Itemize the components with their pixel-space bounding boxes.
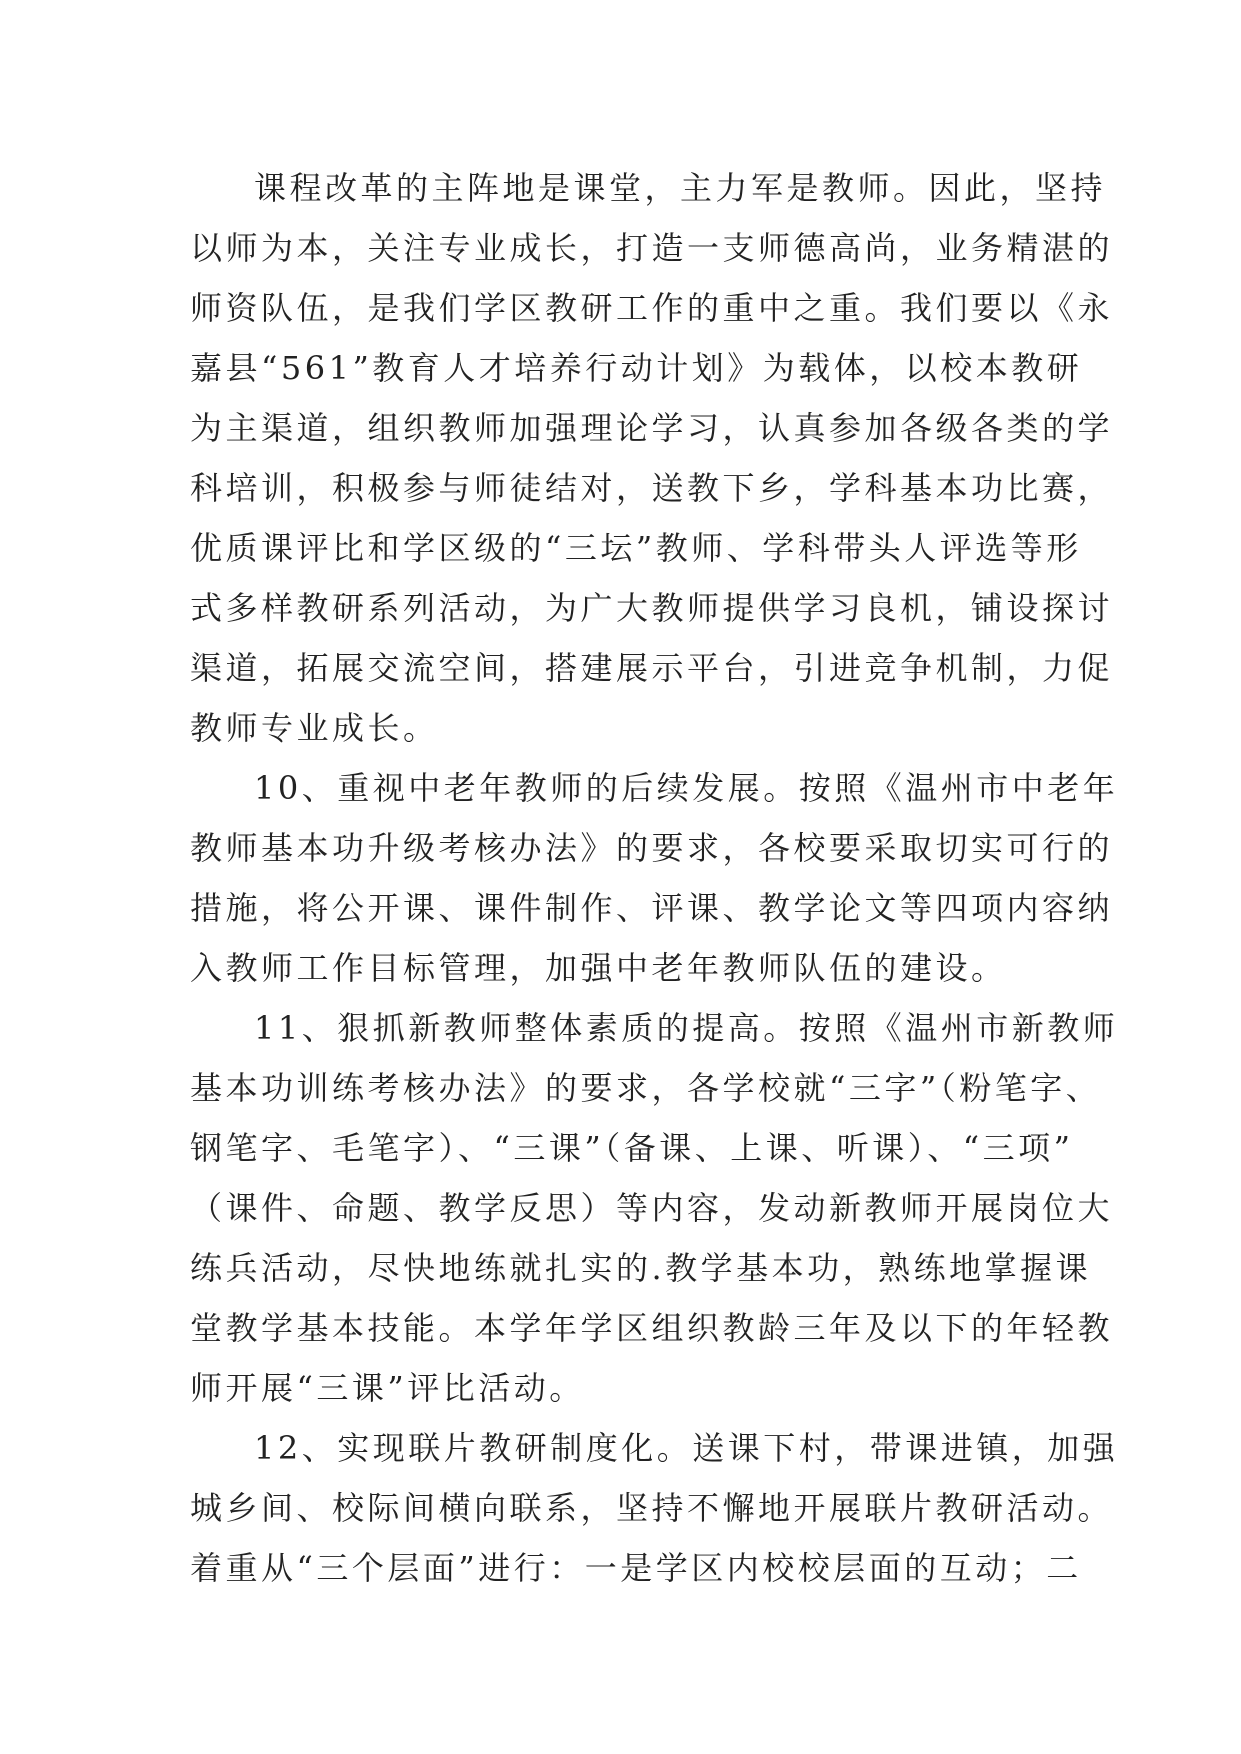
paragraph-line: 优质课评比和学区级的“三坛”教师、学科带头人评选等形 xyxy=(190,529,1082,567)
paragraph-line: 基本功训练考核办法》的要求，各学校就“三字”（粉笔字、 xyxy=(190,1069,1102,1107)
paragraph-line: 着重从“三个层面”进行：一是学区内校校层面的互动；二 xyxy=(190,1549,1082,1587)
paragraph-line: 以师为本，关注专业成长，打造一支师德高尚，业务精湛的 xyxy=(190,229,1114,267)
paragraph-line: 10、重视中老年教师的后续发展。按照《温州市中老年 xyxy=(254,769,1119,807)
paragraph-line: 式多样教研系列活动，为广大教师提供学习良机，铺设探讨 xyxy=(190,589,1114,627)
paragraph-line: 钢笔字、毛笔字）、“三课”（备课、上课、听课）、“三项” xyxy=(190,1129,1074,1167)
paragraph-line: 课程改革的主阵地是课堂，主力军是教师。因此，坚持 xyxy=(254,169,1107,207)
paragraph-line: 教师专业成长。 xyxy=(190,709,439,747)
paragraph-line: 11、狠抓新教师整体素质的提高。按照《温州市新教师 xyxy=(254,1009,1119,1047)
paragraph-line: 入教师工作目标管理，加强中老年教师队伍的建设。 xyxy=(190,949,1007,987)
paragraph-line: 渠道，拓展交流空间，搭建展示平台，引进竞争机制，力促 xyxy=(190,649,1114,687)
paragraph-line: 科培训，积极参与师徒结对，送教下乡，学科基本功比赛， xyxy=(190,469,1114,507)
paragraph-line: 师开展“三课”评比活动。 xyxy=(190,1369,585,1407)
paragraph-line: （课件、命题、教学反思）等内容，发动新教师开展岗位大 xyxy=(190,1189,1114,1227)
paragraph-line: 城乡间、校际间横向联系，坚持不懈地开展联片教研活动。 xyxy=(190,1489,1114,1527)
paragraph-line: 教师基本功升级考核办法》的要求，各校要采取切实可行的 xyxy=(190,829,1114,867)
paragraph-line: 12、实现联片教研制度化。送课下村，带课进镇，加强 xyxy=(254,1429,1119,1467)
paragraph-line: 嘉县“561”教育人才培养行动计划》为载体，以校本教研 xyxy=(190,349,1083,387)
body-text xyxy=(190,158,1119,1598)
paragraph-line: 师资队伍，是我们学区教研工作的重中之重。我们要以《永 xyxy=(190,289,1114,327)
paragraph-line: 练兵活动，尽快地练就扎实的.教学基本功，熟练地掌握课 xyxy=(190,1249,1092,1287)
paragraph-line: 为主渠道，组织教师加强理论学习，认真参加各级各类的学 xyxy=(190,409,1114,447)
paragraph-line: 措施，将公开课、课件制作、评课、教学论文等四项内容纳 xyxy=(190,889,1114,927)
paragraph-line: 堂教学基本技能。本学年学区组织教龄三年及以下的年轻教 xyxy=(190,1309,1114,1347)
